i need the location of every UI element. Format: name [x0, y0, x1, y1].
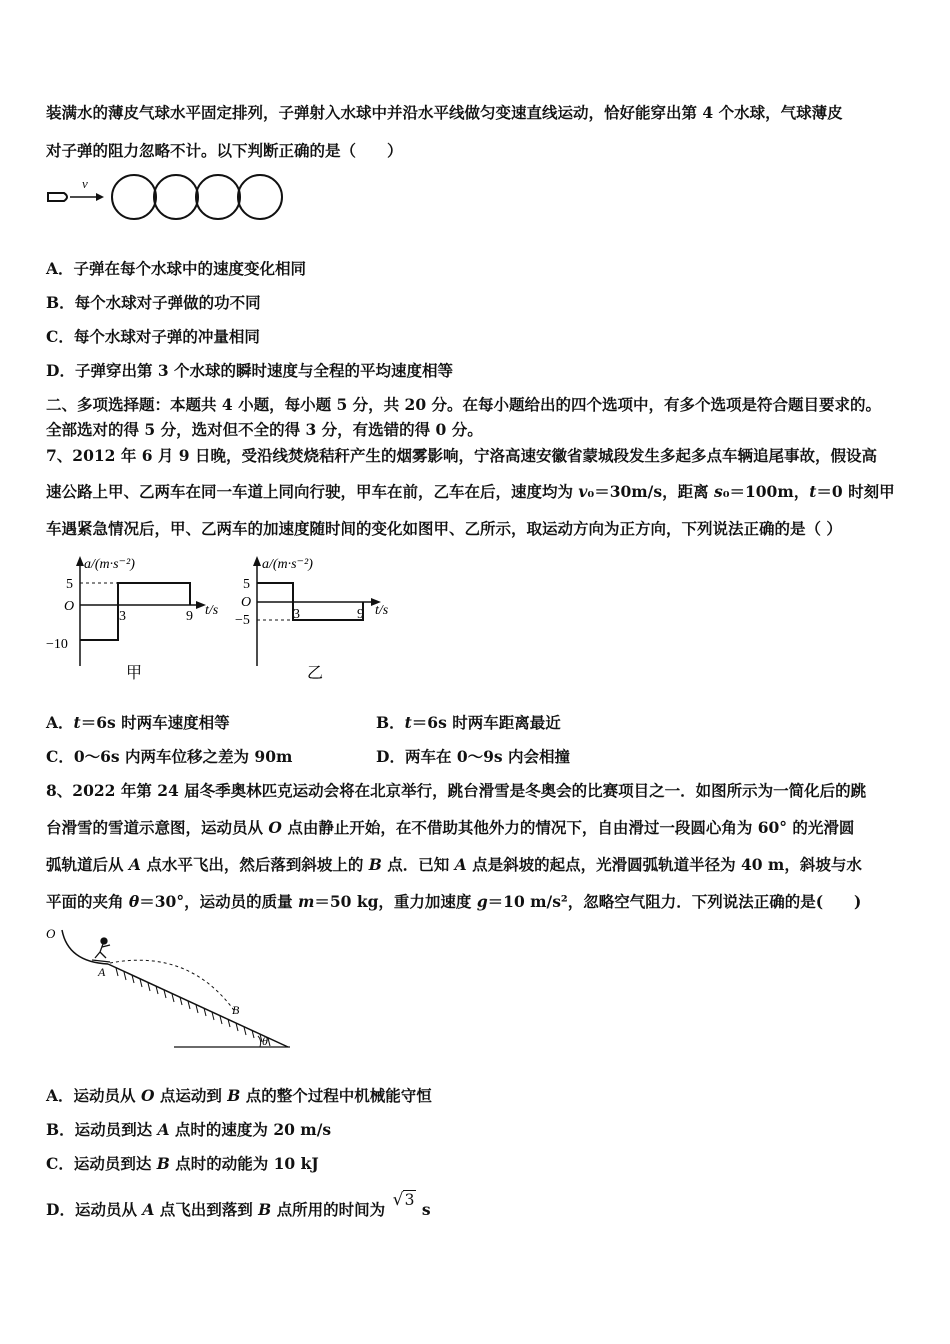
sqrt-radical-icon: √: [392, 1190, 404, 1210]
q8-option-a: A．运动员从 O 点运动到 B 点的整个过程中机械能守恒: [46, 1086, 432, 1105]
q8-option-d: D．运动员从 A 点飞出到落到 B 点所用的时间为 √ 3 s: [46, 1190, 431, 1219]
q6-text-line1: 装满水的薄皮气球水平固定排列，子弹射入水球中并沿水平线做匀变速直线运动，恰好能穿出第 4 个水球，气球薄皮: [46, 103, 843, 122]
q6-text-line2: 对子弹的阻力忽略不计。以下判断正确的是（ ）: [46, 141, 403, 160]
section2-header-line2: 全部选对的得 5 分，选对但不全的得 3 分，有选错的得 0 分。: [46, 420, 483, 439]
tick-neg-10: −10: [46, 637, 68, 652]
q6-balloon-figure: [44, 172, 294, 224]
point-o-label: O: [46, 926, 56, 941]
tick-5: 5: [243, 577, 250, 592]
q7-graph-jia: [40, 548, 240, 688]
water-balloon-4: [238, 175, 282, 219]
q8-option-b: B．运动员到达 A 点时的速度为 20 m/s: [46, 1120, 332, 1139]
water-balloon-1: [112, 175, 156, 219]
q7-graph-yi: [225, 548, 425, 688]
q8-text-line4: 平面的夹角 θ＝30°，运动员的质量 m＝50 kg，重力加速度 g＝10 m/s²，忽略空气阻力．下列说法正确的是( ): [46, 892, 862, 911]
x-axis-label: t/s: [205, 603, 219, 618]
y-axis-label: a/(m·s⁻²): [84, 557, 135, 572]
q8-option-c: C．运动员到达 B 点时的动能为 10 kJ: [46, 1154, 319, 1173]
velocity-label: v: [82, 176, 88, 191]
q7-text-line1: 7、2012 年 6 月 9 日晚，受沿线焚烧秸秆产生的烟雾影响，宁洛高速安徽省蒙城段发生多起多点车辆追尾事故，假设高: [46, 446, 877, 465]
slope-hatching: [116, 968, 270, 1046]
acceleration-line-jia: [80, 583, 190, 640]
q6-option-b: B．每个水球对子弹做的功不同: [46, 293, 261, 312]
q6-option-d: D．子弹穿出第 3 个水球的瞬时速度与全程的平均速度相等: [46, 361, 454, 380]
point-b-label: B: [232, 1003, 240, 1017]
x-axis-label: t/s: [375, 603, 389, 618]
tick-9: 9: [357, 607, 364, 622]
tick-3: 3: [119, 609, 126, 624]
sqrt-expression: √ 3: [392, 1190, 415, 1210]
q7-option-d: D．两车在 0～9s 内会相撞: [376, 747, 571, 766]
water-balloon-3: [196, 175, 240, 219]
tick-9: 9: [186, 609, 193, 624]
caption-jia: 甲: [126, 665, 143, 682]
point-a-label: A: [98, 965, 106, 979]
water-balloon-2: [154, 175, 198, 219]
trajectory-curve: [110, 960, 236, 1013]
q7-option-c: C．0～6s 内两车位移之差为 90m: [46, 747, 293, 766]
q6-option-c: C．每个水球对子弹的冲量相同: [46, 327, 260, 346]
bullet-icon: [48, 193, 67, 201]
q8-text-line3: 弧轨道后从 A 点水平飞出，然后落到斜坡上的 B 点．已知 A 点是斜坡的起点，光滑圆弧轨道半径为 40 m，斜坡与水: [46, 855, 862, 874]
q7-option-a: A．t＝6s 时两车速度相等: [46, 713, 230, 732]
tick-5: 5: [66, 577, 73, 592]
origin-label: O: [241, 595, 252, 610]
angle-theta-label: θ: [262, 1034, 268, 1048]
section2-header-line1: 二、多项选择题：本题共 4 小题，每小题 5 分，共 20 分。在每小题给出的四个选项中，有多个选项是符合题目要求的。: [46, 395, 882, 414]
tick-neg-5: −5: [235, 613, 250, 628]
caption-yi: 乙: [307, 665, 324, 682]
q6-option-a: A．子弹在每个水球中的速度变化相同: [46, 259, 307, 278]
q7-text-line2: 速公路上甲、乙两车在同一车道上同向行驶，甲车在前，乙车在后，速度均为 v₀＝30m/s，距离 s₀＝100m，t＝0 时刻甲: [46, 482, 895, 501]
q7-text-line3: 车遇紧急情况后，甲、乙两车的加速度随时间的变化如图甲、乙所示，取运动方向为正方向，下列说法正确的是（ ）: [46, 519, 842, 538]
q7-option-b: B．t＝6s 时两车距离最近: [376, 713, 561, 732]
arc-track: [62, 930, 108, 964]
y-axis-label: a/(m·s⁻²): [262, 557, 313, 572]
q8-text-line1: 8、2022 年第 24 届冬季奥林匹克运动会将在北京举行，跳台滑雪是冬奥会的比赛项目之一．如图所示为一简化后的跳: [46, 781, 867, 800]
q8-text-line2: 台滑雪的雪道示意图，运动员从 O 点由静止开始，在不借助其他外力的情况下，自由滑过一段圆心角为 60° 的光滑圆: [46, 818, 855, 837]
skier-icon: [92, 938, 110, 962]
tick-3: 3: [293, 607, 300, 622]
origin-label: O: [64, 599, 75, 614]
q8-ski-jump-diagram: [40, 920, 310, 1055]
